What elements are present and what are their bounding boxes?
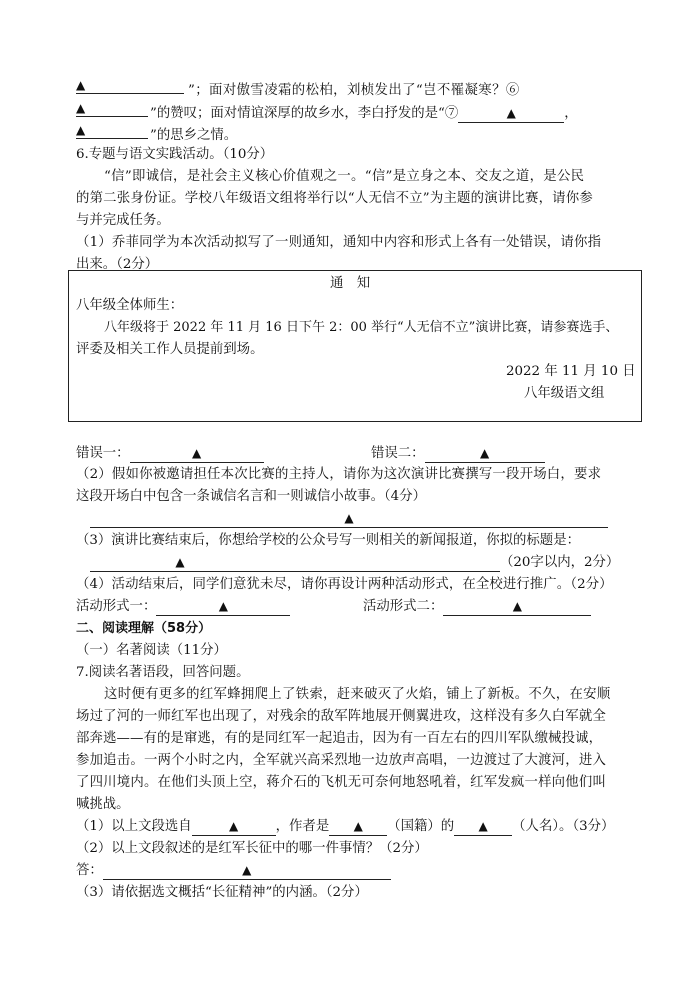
q6-title: 6.专题与语文实践活动。（10分） [76,147,274,162]
poem-line-3-text: ”的思乡之情。 [150,128,238,143]
section-2-part-1: （一）名著阅读（11分） [76,643,227,658]
q7-passage-3: 部奔逃——有的是窜逃，有的是同红军一起追击，因为有一百左右的四川军队缴械投诚， [76,731,603,746]
q6-sub4: （4）活动结束后，同学们意犹未尽，请你再设计两种活动形式，在全校进行推广。（2分） [76,577,613,592]
answer-label: 答： [76,863,103,878]
activity-form-two-blank[interactable] [443,598,591,616]
q6-sub2-line-1: （2）假如你被邀请担任本次比赛的主持人，请你为这次演讲比赛撰写一段开场白，要求 [76,467,602,482]
q7-sub1-text-c: （国籍）的 [387,819,455,834]
q6-sub3-line-1: （3）演讲比赛结束后，你想给学校的公众号写一则相关的新闻报道，你拟的标题是： [76,533,580,548]
error-one-label: 错误一： [76,446,130,461]
q7-sub3: （3）请依据选文概括“长征精神”的内涵。（2分） [76,885,368,900]
notice-body-2: 评委及相关工作人员提前到场。 [76,342,264,357]
notice-greeting: 八年级全体师生： [76,298,184,313]
answer-blank-7a[interactable] [458,105,564,123]
activity-form-one-blank[interactable] [156,598,290,616]
q6-intro-1: “信”即诚信，是社会主义核心价值观之一。“信”是立身之本、交友之道，是公民 [104,169,585,184]
q7-passage-6: 喊挑战。 [76,797,130,812]
error-two-blank[interactable] [425,445,545,463]
q7-passage-2: 场过了河的一师红军也出现了，对残余的敌军阵地展开侧翼进攻，这样没有多久白军就全 [76,709,607,724]
blank-triangle-icon: ▲ [344,511,354,525]
news-title-row [90,553,619,573]
section-2-title: 二、阅读理解（58分） [76,621,212,636]
q6-sub1-line-1: （1）乔菲同学为本次活动拟写了一则通知，通知中内容和形式上各有一处错误，请你指 [76,235,602,250]
activity-form-one-row [76,597,290,617]
poem-line-2-text: ”的赞叹；面对情谊深厚的故乡水，李白抒发的是“⑦ [150,106,459,121]
nationality-blank[interactable] [329,818,387,836]
notice-date: 2022 年 11 月 10 日 [506,364,636,379]
news-title-blank[interactable] [90,554,500,572]
q7-sub1-text-d: （人名）。（3分） [512,819,615,834]
poem-line-2-end: ， [564,106,578,121]
q7-sub1-text-a: （1）以上文段选自 [76,819,192,834]
q6-intro-2: 的第二张身份证。学校八年级语文组将举行以“人无信不立”为主题的演讲比赛，请你参 [76,191,593,206]
error-one-blank[interactable] [130,445,264,463]
q7-sub2: （2）以上文段叙述的是红军长征中的哪一件事情？（2分） [76,841,428,856]
q7-answer-row [76,861,391,881]
blank-triangle-icon: ▲ [76,123,86,137]
q7-passage-4: 参加追击。一两个小时之内，全军就兴高采烈地一边放声高唱，一边渡过了大渡河，进入 [76,753,607,768]
blank-triangle-icon: ▲ [506,106,516,120]
answer-blank-5[interactable] [76,77,184,94]
q7-title: 7.阅读名著语段，回答问题。 [76,665,250,680]
notice-body-1: 八年级将于 2022 年 11 月 16 日下午 2：00 举行“人无信不立”演讲比赛，请参赛选手、 [104,320,619,335]
blank-triangle-icon: ▲ [512,599,522,613]
opening-speech-blank[interactable] [90,510,608,528]
error-one-row [76,444,264,464]
poem-line-3 [76,122,237,146]
q6-sub1-line-2: 出来。（2分） [76,257,159,272]
blank-triangle-icon: ▲ [218,599,228,613]
q6-sub2-line-2: 这段开场白中包含一条诚信名言和一则诚信小故事。（4分） [76,489,426,504]
q7-sub1-text-b: ，作者是 [275,819,330,834]
blank-triangle-icon: ▲ [76,101,86,115]
blank-triangle-icon: ▲ [353,819,363,833]
opening-speech-row [90,509,608,529]
blank-triangle-icon: ▲ [229,819,239,833]
blank-triangle-icon: ▲ [191,446,202,460]
blank-triangle-icon: ▲ [478,819,488,833]
q7-passage-5: 了四川境内。在他们头顶上空，蒋介石的飞机无可奈何地怒吼着，红军发疯一样向他们叫 [76,775,607,790]
answer-blank-7b[interactable] [76,122,148,139]
activity-form-one-label: 活动形式一： [76,599,157,614]
q7-sub2-answer-blank[interactable] [103,862,391,880]
q7-passage-1: 这时便有更多的红军蜂拥爬上了铁索，赶来破灭了火焰，铺上了新板。不久，在安顺 [104,687,611,702]
notice-signature: 八年级语文组 [524,386,605,401]
q7-sub1-row [76,817,614,837]
activity-form-two-row [363,597,591,617]
blank-triangle-icon: ▲ [479,446,490,460]
poem-line-1-text: ”；面对傲雪凌霜的松柏，刘桢发出了“岂不罹凝寒？⑥ [188,83,520,98]
activity-form-two-label: 活动形式二： [363,599,444,614]
book-title-blank[interactable] [192,818,276,836]
notice-title: 通 知 [330,276,371,291]
poem-line-2 [76,100,578,124]
q6-intro-3: 与并完成任务。 [76,213,170,228]
error-two-label: 错误二： [371,446,425,461]
blank-triangle-icon: ▲ [242,863,252,877]
blank-triangle-icon: ▲ [175,555,185,569]
poem-line-1 [76,77,520,101]
author-name-blank[interactable] [454,818,512,836]
error-two-row [371,444,545,464]
blank-triangle-icon: ▲ [76,78,86,92]
answer-blank-6[interactable] [76,100,148,117]
q6-sub3-note: （20字以内，2分） [500,555,620,570]
